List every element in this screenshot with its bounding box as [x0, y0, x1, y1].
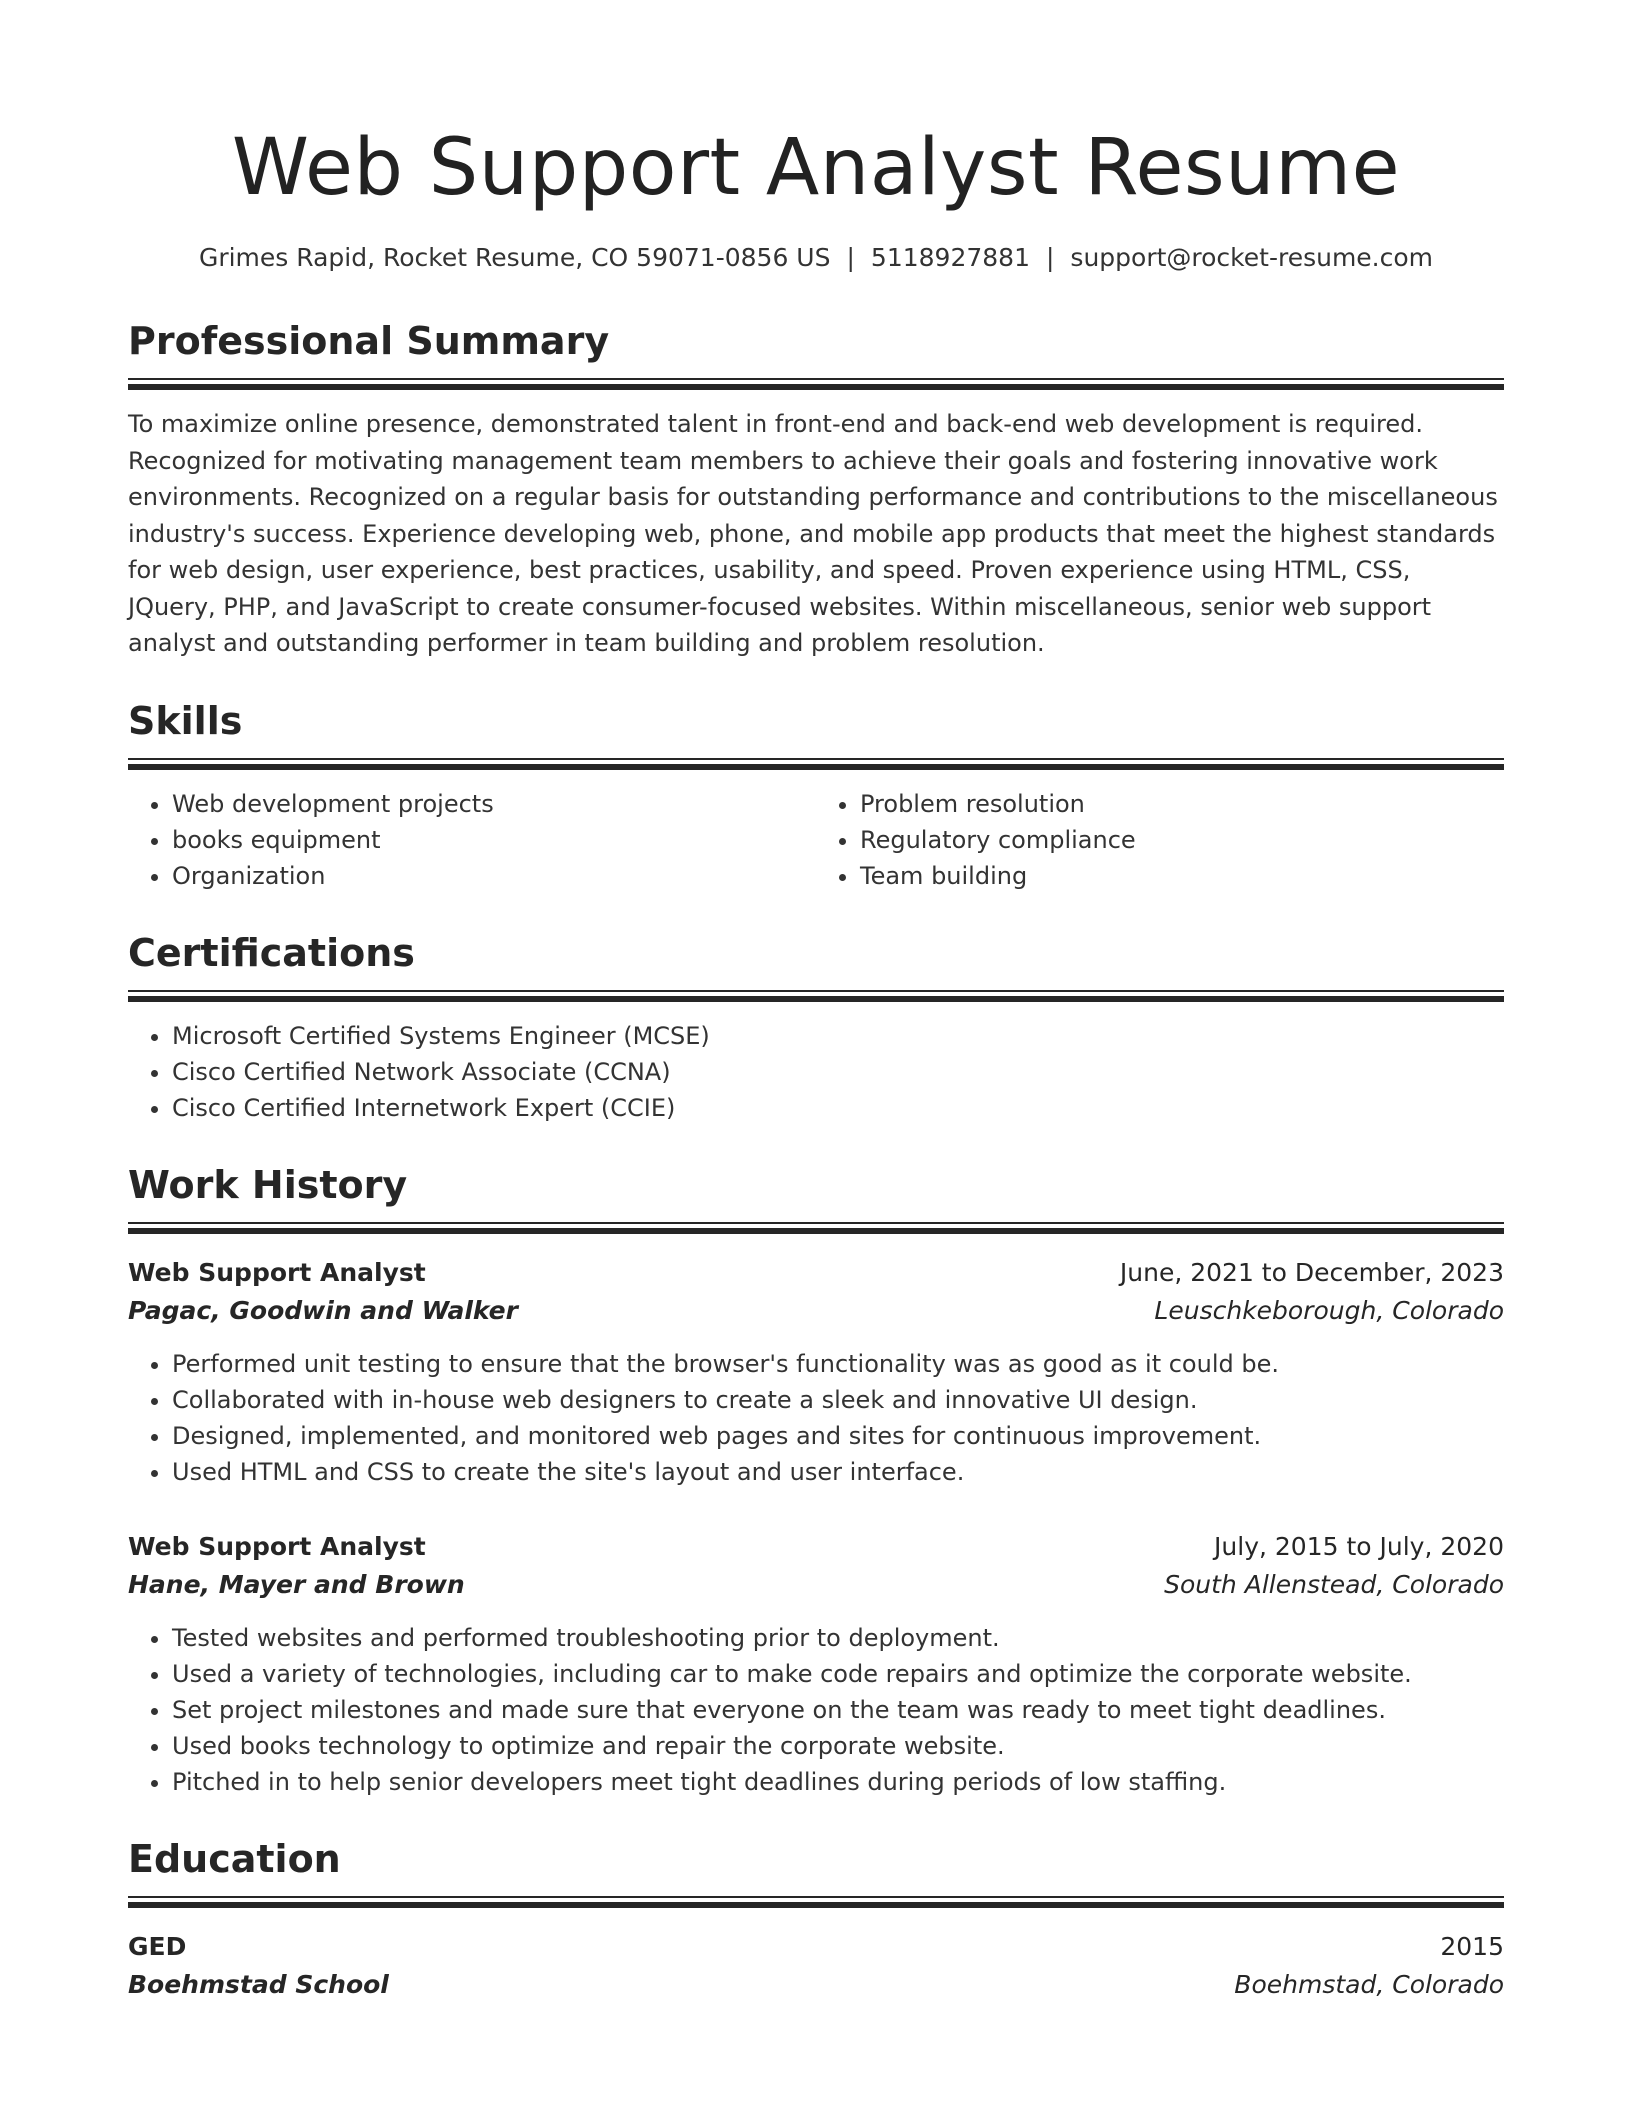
- certification-item: • Cisco Certified Internetwork Expert (CCIE): [172, 1090, 1504, 1126]
- skill-item: • Organization: [172, 858, 816, 894]
- skills-section: [128, 696, 1504, 894]
- job-company: Pagac, Goodwin and Walker: [128, 1295, 518, 1325]
- certifications-section: [128, 928, 1504, 1126]
- job-header-row: [128, 1528, 1504, 1566]
- section-divider: [128, 1896, 1504, 1908]
- skill-item: • books equipment: [172, 822, 816, 858]
- summary-section: [128, 316, 1504, 662]
- contact-email: support@rocket-resume.com: [1070, 243, 1434, 272]
- skills-list-left: [128, 786, 816, 894]
- certifications-list: [128, 1018, 1504, 1126]
- contact-phone: 5118927881: [870, 243, 1030, 272]
- skill-item: • Web development projects: [172, 786, 816, 822]
- contact-line: [128, 240, 1504, 276]
- job-entry: [128, 1528, 1504, 1800]
- contact-address: Grimes Rapid, Rocket Resume, CO 59071-0856 US: [198, 243, 831, 272]
- contact-separator: |: [1045, 243, 1055, 272]
- skills-list-right: [816, 786, 1504, 894]
- education-location: Boehmstad, Colorado: [1234, 1969, 1504, 1999]
- job-bullet: • Collaborated with in-house web designers to create a sleek and innovative UI design.: [172, 1382, 1504, 1418]
- job-bullet: • Used a variety of technologies, including car to make code repairs and optimize the corporate website.: [172, 1656, 1504, 1692]
- job-location: Leuschkeborough, Colorado: [1154, 1295, 1504, 1325]
- certification-item: • Microsoft Certified Systems Engineer (MCSE): [172, 1018, 1504, 1054]
- education-entry: [128, 1928, 1504, 2004]
- education-heading: Education: [128, 1836, 341, 1881]
- section-divider: [128, 758, 1504, 770]
- skills-column-right: [816, 786, 1504, 894]
- education-year: 2015: [1440, 1931, 1504, 1961]
- job-dates: July, 2015 to July, 2020: [1214, 1531, 1504, 1561]
- skill-item: • Regulatory compliance: [860, 822, 1504, 858]
- skills-heading: Skills: [128, 698, 243, 743]
- job-title: Web Support Analyst: [128, 1531, 426, 1561]
- education-degree: GED: [128, 1931, 187, 1961]
- section-divider: [128, 1222, 1504, 1234]
- certification-item: • Cisco Certified Network Associate (CCNA): [172, 1054, 1504, 1090]
- skills-column-left: [128, 786, 816, 894]
- section-divider: [128, 378, 1504, 390]
- job-bullet: • Used books technology to optimize and repair the corporate website.: [172, 1728, 1504, 1764]
- job-entry: [128, 1254, 1504, 1490]
- contact-separator: |: [846, 243, 855, 272]
- job-bullet: • Set project milestones and made sure that everyone on the team was ready to meet tight deadlines.: [172, 1692, 1504, 1728]
- summary-text: To maximize online presence, demonstrated talent in front-end and back-end web development is required. Recognized for motivating management team members to achieve their goals and fostering innovative work environments. Recognized on a regular basis for outstanding performance and contributions to the miscellaneous industry's success. Experience developing web, phone, and mobile app products that meet the highest standards for web design, user experience, best practices, usability, and speed. Proven experience using HTML, CSS, JQuery, PHP, and JavaScript to create consumer-focused websites. Within miscellaneous, senior web support analyst and outstanding performer in team building and problem resolution.: [128, 410, 1498, 657]
- job-bullet: • Pitched in to help senior developers meet tight deadlines during periods of low staffing.: [172, 1764, 1504, 1800]
- job-bullet: • Performed unit testing to ensure that the browser's functionality was as good as it could be.: [172, 1346, 1504, 1382]
- summary-heading: Professional Summary: [128, 319, 610, 363]
- job-bullet: • Used HTML and CSS to create the site's layout and user interface.: [172, 1454, 1504, 1490]
- skills-columns: [128, 786, 1504, 894]
- job-bullet: • Tested websites and performed troubleshooting prior to deployment.: [172, 1620, 1504, 1656]
- certifications-heading: Certifications: [128, 930, 415, 975]
- job-bullets: [128, 1620, 1504, 1800]
- education-section: [128, 1834, 1504, 2004]
- job-company-row: [128, 1292, 1504, 1330]
- job-bullets: [128, 1346, 1504, 1490]
- section-divider: [128, 990, 1504, 1002]
- resume-title: Web Support Analyst Resume: [231, 123, 1401, 213]
- job-title: Web Support Analyst: [128, 1257, 426, 1287]
- job-location: South Allenstead, Colorado: [1164, 1569, 1504, 1599]
- education-school: Boehmstad School: [128, 1969, 389, 1999]
- job-dates: June, 2021 to December, 2023: [1119, 1257, 1504, 1287]
- job-header-row: [128, 1254, 1504, 1292]
- work-history-section: [128, 1160, 1504, 1800]
- job-company-row: [128, 1566, 1504, 1604]
- job-company: Hane, Mayer and Brown: [128, 1569, 465, 1599]
- skill-item: • Team building: [860, 858, 1504, 894]
- education-header-row: [128, 1928, 1504, 1966]
- job-bullet: • Designed, implemented, and monitored web pages and sites for continuous improvement.: [172, 1418, 1504, 1454]
- skill-item: • Problem resolution: [860, 786, 1504, 822]
- education-school-row: [128, 1966, 1504, 2004]
- work-history-heading: Work History: [128, 1162, 408, 1207]
